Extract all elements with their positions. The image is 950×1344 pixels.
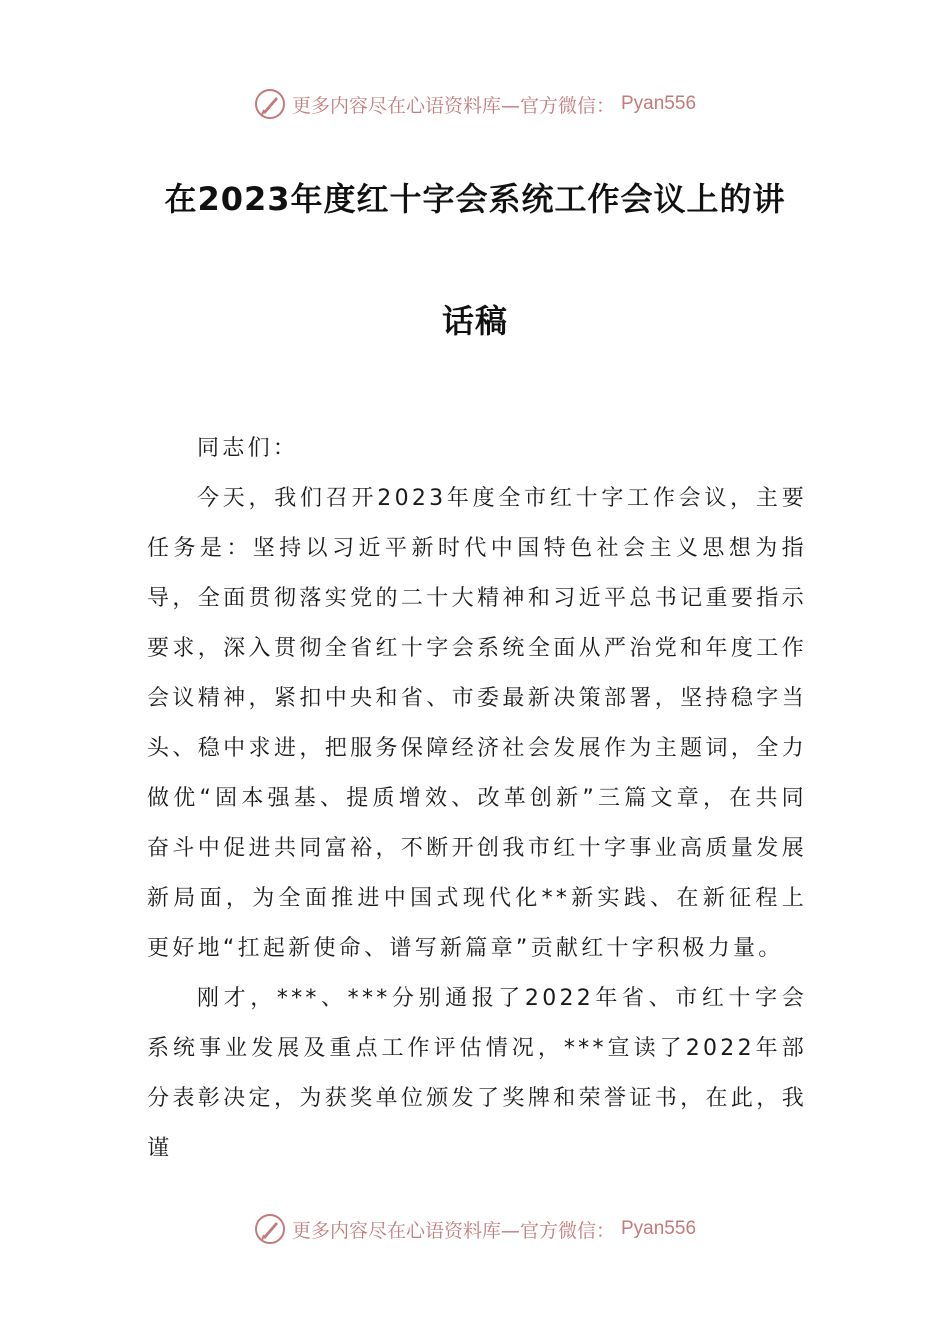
- quill-pen-logo-icon: [254, 1213, 286, 1245]
- watermark-wechat-id: Pyan556: [621, 1218, 697, 1239]
- watermark-brand-text: 更多内容尽在心语资料库—官方微信：: [291, 1219, 615, 1242]
- paragraph-2: 刚才，***、***分别通报了2022年省、市红十字会系统事业发展及重点工作评估情况，***宣读了2022年部分表彰决定，为获奖单位颁发了奖牌和荣誉证书，在此，我谨: [147, 986, 807, 1161]
- watermark-brand-text: 更多内容尽在心语资料库—官方微信：: [291, 94, 615, 117]
- quill-pen-logo-icon: [254, 88, 286, 120]
- document-title-line-2: 话稿: [441, 302, 508, 340]
- document-body: [147, 424, 807, 1174]
- watermark-banner-top: [0, 84, 950, 124]
- watermark-wechat-id: Pyan556: [621, 93, 697, 114]
- document-title-line-1: 在2023年度红十字会系统工作会议上的讲: [164, 180, 786, 218]
- paragraph-1: 今天，我们召开2023年度全市红十字工作会议，主要任务是：坚持以习近平新时代中国特色社会主义思想为指导，全面贯彻落实党的二十大精神和习近平总书记重要指示要求，深入贯彻全省红十字会系统全面从严治党和年度工作会议精神，紧扣中央和省、市委最新决策部署，坚持稳字当头、稳中求进，把服务保障经济社会发展作为主题词，全力做优“固本强基、提质增效、改革创新”三篇文章，在共同奋斗中促进共同富裕，不断开创我市红十字事业高质量发展新局面，为全面推进中国式现代化**新实践、在新征程上更好地“扛起新使命、谱写新篇章”贡献红十字积极力量。: [147, 486, 807, 961]
- salutation: 同志们：: [197, 436, 299, 461]
- watermark-banner-bottom: [0, 1209, 950, 1249]
